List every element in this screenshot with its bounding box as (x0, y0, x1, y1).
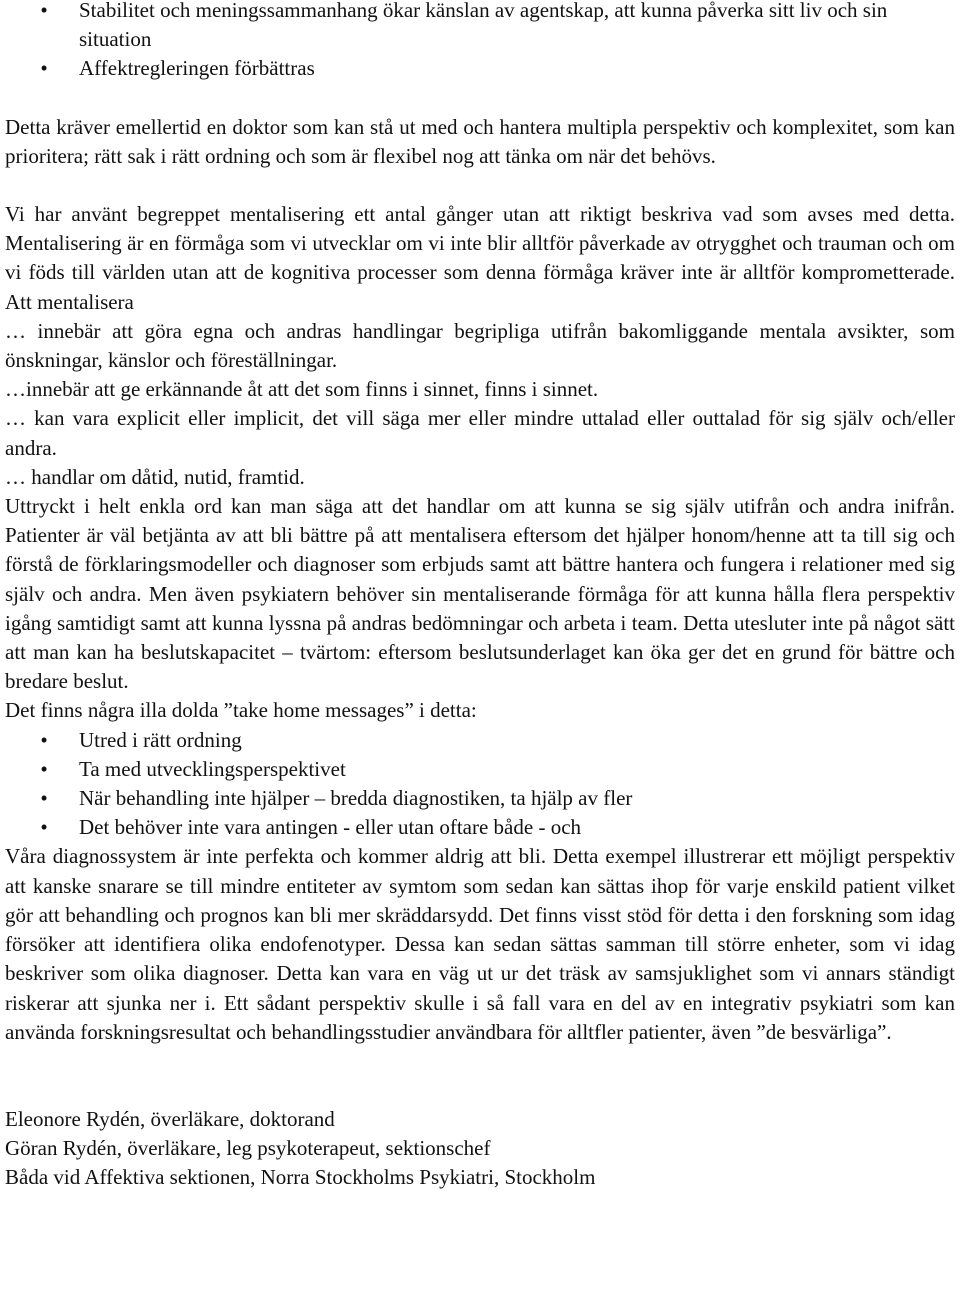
document-page (5, 0, 955, 1193)
paragraph-conclusion: Våra diagnossystem är inte perfekta och kommer aldrig att bli. Detta exempel illustrerar ett möjligt perspektiv att kanske snarare se till mindre entiteter av symtom som sedan kan sättas ihop för varje enskild patient vilket gör att behandling och prognos kan bli mer skräddarsydd. Det finns visst stöd för detta i den forskning som idag försöker att identifiera olika endofenotyper. Dessa kan sedan sättas samman till större enheter, som vi idag beskriver som olika diagnoser. Detta kan vara en väg ut ur det träsk av samsjuklighet som vi annars ständigt riskerar att sjunka ner i. Ett sådant perspektiv skulle i så fall vara en del av en integrativ psykiatri som kan använda forskningsresultat och behandlingsstudier användbara för alltfler patienter, även ”de besvärliga”. (5, 844, 955, 1044)
spacer (5, 84, 955, 113)
bullet-icon: • (40, 756, 48, 781)
bullet-text: Det behöver inte vara antingen - eller utan oftare både - och (79, 815, 582, 840)
mentalization-point: …innebär att ge erkännande åt att det som finns i sinnet, finns i sinnet. (5, 377, 599, 402)
spacer (5, 1047, 955, 1105)
bullet-icon: • (40, 815, 48, 840)
list-item (5, 755, 955, 784)
bullet-text: Utred i rätt ordning (79, 727, 242, 752)
paragraph-mentalization: Vi har använt begreppet mentalisering ett antal gånger utan att riktigt beskriva vad som avses med detta. Mentalisering är en förmåga som vi utvecklar om vi inte blir alltför påverkade av otrygghet och trauman och om vi föds till världen utan att de kognitiva processer som denna förmåga kräver inte är alltför komprometterade. Att mentalisera (5, 202, 955, 314)
author-block (5, 1105, 955, 1193)
take-home-intro: Det finns några illa dolda ”take home messages” i detta: (5, 698, 477, 723)
author-affiliation: Båda vid Affektiva sektionen, Norra Stockholms Psykiatri, Stockholm (5, 1165, 596, 1190)
spacer (5, 171, 955, 200)
list-item (5, 0, 955, 54)
author-line: Eleonore Rydén, överläkare, doktorand (5, 1106, 335, 1131)
mentalization-point: … handlar om dåtid, nutid, framtid. (5, 464, 305, 489)
bullet-text: När behandling inte hjälper – bredda diagnostiken, ta hjälp av fler (79, 786, 633, 811)
bullet-icon: • (40, 0, 48, 22)
bullet-icon: • (40, 56, 48, 81)
take-home-bullet-list (5, 726, 955, 843)
paragraph-summary: Uttryckt i helt enkla ord kan man säga att det handlar om att kunna se sig själv utifrån och andra inifrån. Patienter är väl betjänta av att bli bättre på att mentalisera eftersom det hjälper honom/henne att ta till sig och förstå de förklaringsmodeller och diagnoser som erbjuds samt att bättre hantera och fungera i relationer med sig själv och andra. Men även psykiatern behöver sin mentaliserande förmåga för att kunna hålla flera perspektiv igång samtidigt samt att kunna lyssna på andras bedömningar och arbeta i team. Detta utesluter inte på något sätt att man kan ha beslutskapacitet – tvärtom: eftersom beslutsunderlaget kan öka ger det en grund för bättre och bredare beslut. (5, 494, 955, 694)
bullet-text: Stabilitet och meningssammanhang ökar känslan av agentskap, att kunna påverka sitt liv och sin situation (79, 0, 888, 52)
author-line: Göran Rydén, överläkare, leg psykoterapeut, sektionschef (5, 1136, 491, 1161)
bullet-text: Affektregleringen förbättras (79, 56, 315, 81)
bullet-text: Ta med utvecklingsperspektivet (79, 756, 346, 781)
bullet-icon: • (40, 786, 48, 811)
list-item (5, 726, 955, 755)
paragraph-doctor: Detta kräver emellertid en doktor som kan stå ut med och hantera multipla perspektiv och komplexitet, som kan prioritera; rätt sak i rätt ordning och som är flexibel nog att tänka om när det behövs. (5, 114, 955, 168)
list-item (5, 813, 955, 842)
bullet-icon: • (40, 727, 48, 752)
mentalization-point: … kan vara explicit eller implicit, det vill säga mer eller mindre uttalad eller outtalad för sig själv och/eller andra. (5, 406, 955, 460)
mentalization-point: … innebär att göra egna och andras handlingar begripliga utifrån bakomliggande mentala avsikter, som önskningar, känslor och föreställningar. (5, 318, 955, 373)
list-item (5, 784, 955, 813)
list-item (5, 54, 955, 83)
top-bullet-list (5, 0, 955, 84)
